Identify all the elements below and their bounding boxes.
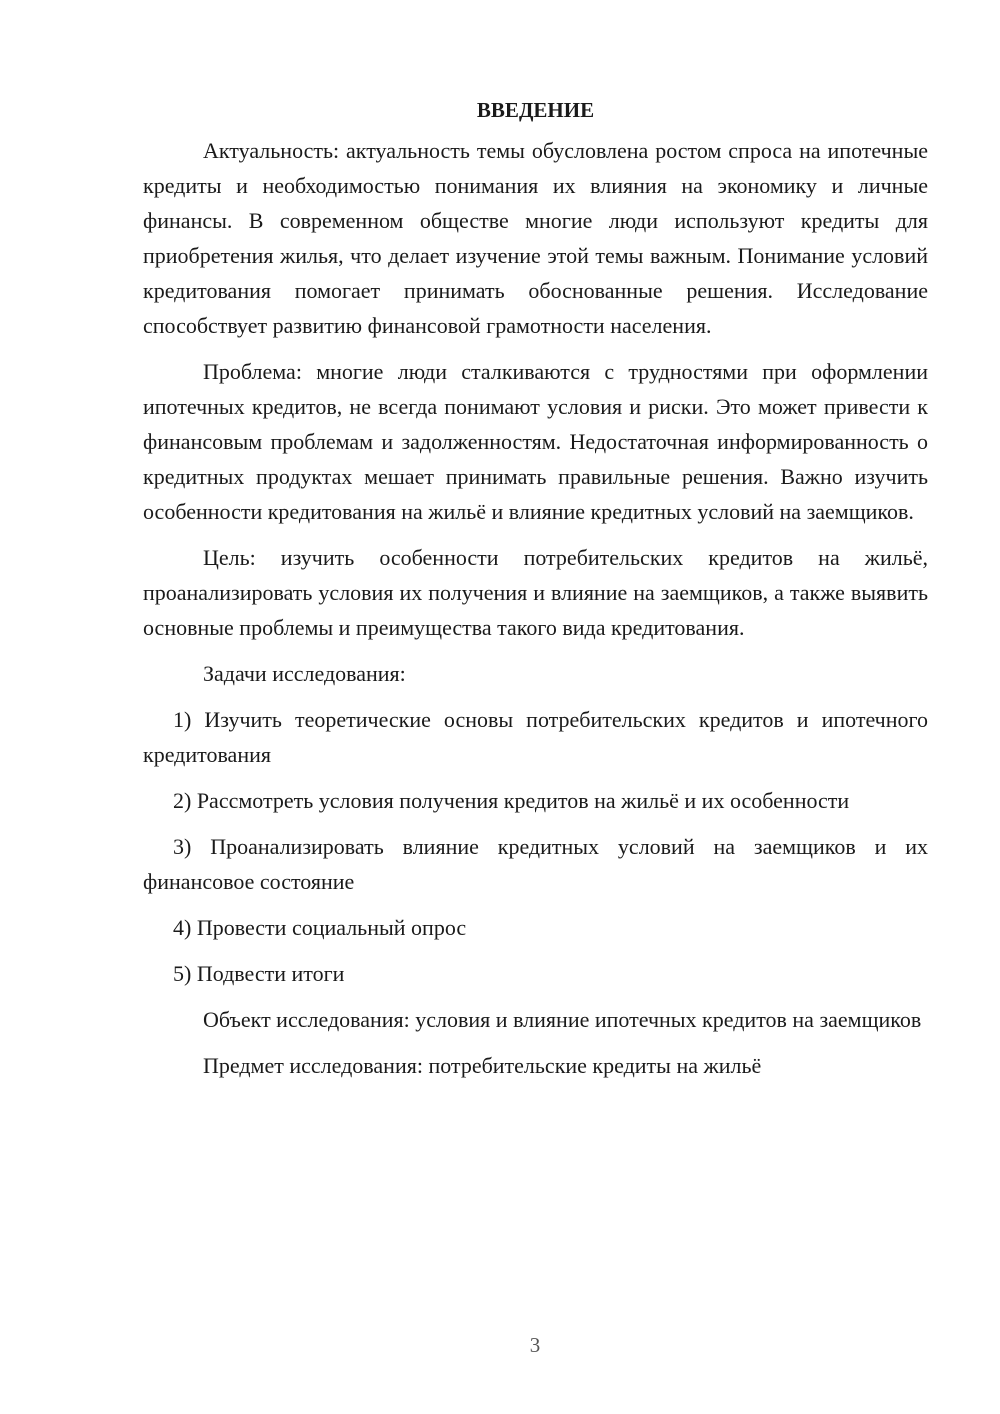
task-item-4: 4) Провести социальный опрос xyxy=(173,915,467,940)
paragraph-subject: Предмет исследования: потребительские кредиты на жильё xyxy=(203,1053,762,1078)
page-title: ВВЕДЕНИЕ xyxy=(476,98,595,122)
page-number: 3 xyxy=(529,1333,541,1357)
paragraph-problem: Проблема: многие люди сталкиваются с трудностями при оформлении ипотечных кредитов, не всегда понимают условия и риски. Это может привести к финансовым проблемам и задолженностям. Недостаточная информированность о кредитных продуктах мешает принимать правильные решения. Важно изучить особенности кредитования на жильё и влияние кредитных условий на заемщиков. xyxy=(143,359,928,524)
paragraph-goal: Цель: изучить особенности потребительских кредитов на жильё, проанализировать условия их получения и влияние на заемщиков, а также выявить основные проблемы и преимущества такого вида кредитования. xyxy=(143,545,928,640)
tasks-heading: Задачи исследования: xyxy=(203,661,406,686)
page-content xyxy=(143,93,928,1094)
paragraph-relevance: Актуальность: актуальность темы обусловлена ростом спроса на ипотечные кредиты и необходимостью понимания их влияния на экономику и личные финансы. В современном обществе многие люди используют кредиты для приобретения жилья, что делает изучение этой темы важным. Понимание условий кредитования помогает принимать обоснованные решения. Исследование способствует развитию финансовой грамотности населения. xyxy=(143,138,928,338)
task-item-3: 3) Проанализировать влияние кредитных условий на заемщиков и их финансовое состояние xyxy=(143,834,928,894)
task-item-1: 1) Изучить теоретические основы потребительских кредитов и ипотечного кредитования xyxy=(143,707,928,767)
task-item-2: 2) Рассмотреть условия получения кредитов на жильё и их особенности xyxy=(173,788,850,813)
paragraph-object: Объект исследования: условия и влияние ипотечных кредитов на заемщиков xyxy=(203,1007,922,1032)
task-item-5: 5) Подвести итоги xyxy=(173,961,345,986)
